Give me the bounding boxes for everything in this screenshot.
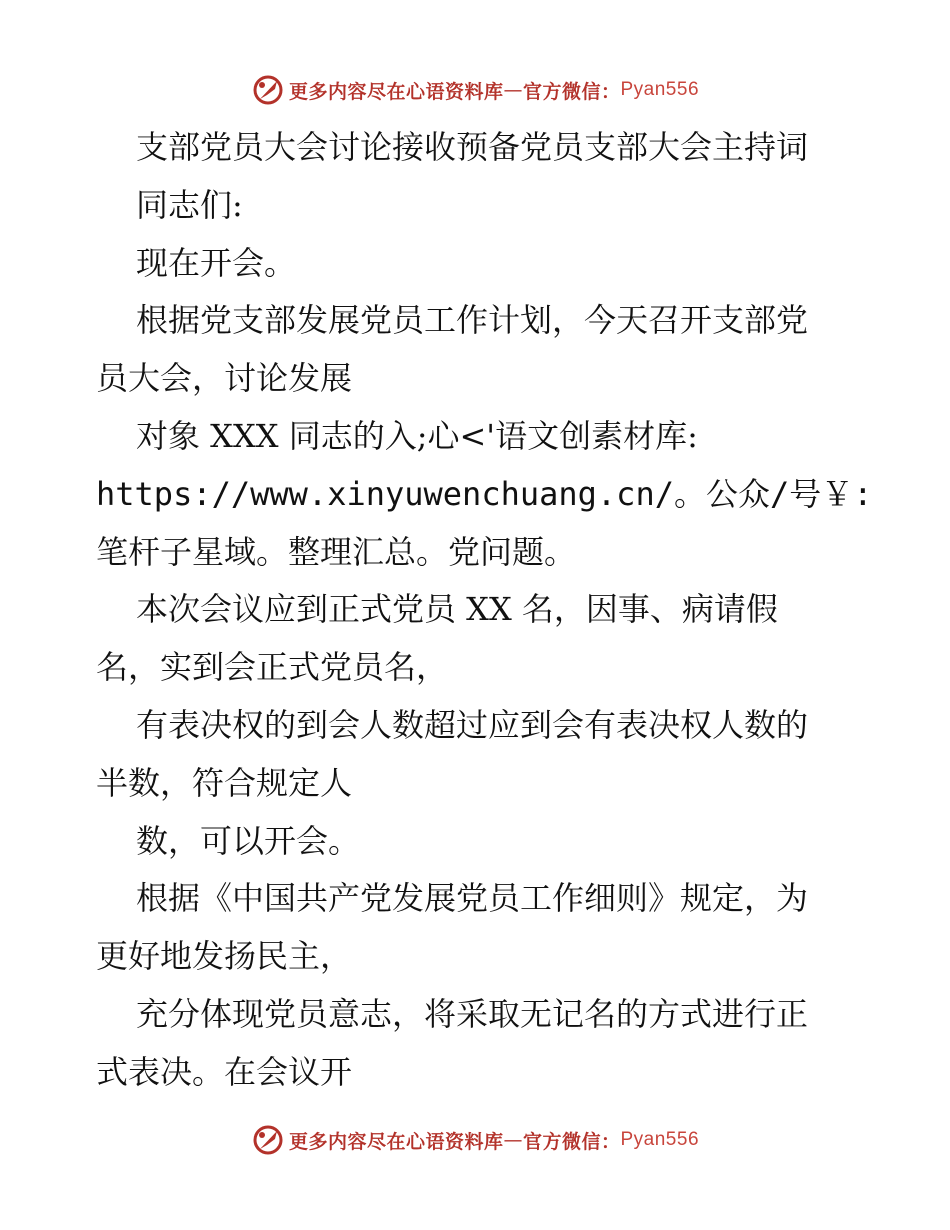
banner-main-text: 更多内容尽在心语资料库 — [288, 80, 504, 103]
paragraph-line: 对象 XXX 同志的入;心<'语文创素材库: — [136, 416, 698, 455]
banner-wechat-id: Pyan556 — [620, 79, 700, 100]
paragraph-line: 有表决权的到会人数超过应到会有表决权人数的 — [136, 705, 809, 744]
paragraph-line: 根据党支部发展党员工作计划，今天召开支部党 — [136, 301, 809, 340]
url-line: https://www.xinyuwenchuang.cn/。公众/号￥: — [96, 474, 873, 513]
header-banner — [0, 70, 950, 110]
quill-logo-icon — [251, 1123, 285, 1157]
banner-wechat-label: 官方微信： — [522, 80, 621, 103]
paragraph-line: 半数，符合规定人 — [96, 763, 353, 802]
banner-separator: — — [503, 79, 523, 101]
paragraph-line: 同志们: — [136, 185, 243, 224]
paragraph-line: 更好地发扬民主， — [96, 937, 353, 976]
document-body — [96, 119, 873, 1102]
paragraph-line: 充分体现党员意志，将采取无记名的方式进行正 — [136, 994, 809, 1033]
quill-logo-icon — [251, 73, 285, 107]
paragraph-line: 本次会议应到正式党员 XX 名，因事、病请假 — [136, 590, 778, 629]
paragraph-line: 现在开会。 — [136, 243, 297, 282]
paragraph-line: 式表决。在会议开 — [96, 1052, 353, 1091]
footer-banner — [0, 1120, 950, 1160]
banner-separator: — — [503, 1129, 523, 1151]
paragraph-line: 数，可以开会。 — [136, 821, 361, 860]
paragraph-line: 员大会，讨论发展 — [96, 359, 353, 398]
banner-wechat-id: Pyan556 — [620, 1129, 700, 1150]
banner-main-text: 更多内容尽在心语资料库 — [288, 1130, 504, 1153]
document-title: 支部党员大会讨论接收预备党员支部大会主持词 — [136, 128, 809, 166]
paragraph-line: 笔杆子星域。整理汇总。党问题。 — [96, 532, 577, 571]
banner-wechat-label: 官方微信： — [522, 1130, 621, 1153]
paragraph-line: 根据《中国共产党发展党员工作细则》规定，为 — [136, 879, 809, 918]
paragraph-line: 名，实到会正式党员名， — [96, 648, 449, 687]
